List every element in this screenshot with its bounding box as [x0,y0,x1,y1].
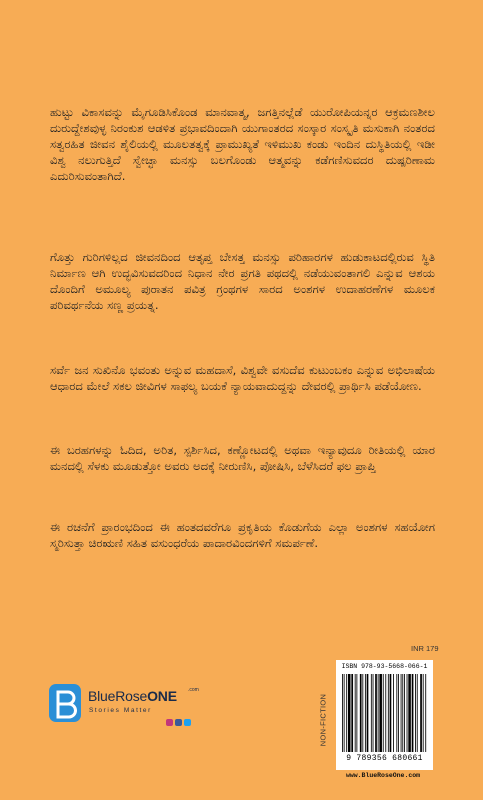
category-text: NON-FICTION [318,693,328,747]
barcode-bar [388,674,389,752]
publisher-tagline: Stories Matter [89,707,152,714]
facebook-icon [175,719,182,726]
publisher-website: www.BlueRoseOne.com [345,772,421,779]
bluerose-logo-icon [48,683,82,723]
barcode-bar [375,674,377,752]
barcode-panel [336,660,433,770]
barcode-bar [365,674,366,752]
barcode-bar [373,674,374,752]
barcode-bar [393,674,394,752]
blurb-paragraph-5: ಈ ರಚನೆಗೆ ಪ್ರಾರಂಭದಿಂದ ಈ ಹಂತದವರೆಗೂ ಪ್ರಕೃತಿಯ ಕೊಡುಗೆಯ ಎಲ್ಲಾ ಅಂಶಗಳ ಸಹಯೋಗ ಸ್ಮರಿಸುತ್ತಾ ಚಿರಋಣಿ ಸಹಿತ ವಸುಂಧರೆಯ ಪಾದಾರವಿಂದಗಳಿಗೆ ಸಮರ್ಪಣೆ. [50,519,435,550]
isbn-number: 9 789356 680661 [346,754,423,763]
social-icons [166,719,191,727]
barcode-bar [348,674,351,752]
barcode-bars [342,674,427,752]
barcode-bar [344,674,345,752]
barcode-bar [342,674,343,752]
barcode-bar [408,674,411,752]
barcode-bar [407,674,408,752]
barcode-bar [378,674,379,752]
barcode-bar [398,674,399,752]
barcode-bar [425,674,426,752]
barcode-bar [385,674,386,752]
barcode-bar [390,674,392,752]
barcode-bar [383,674,384,752]
barcode-bar [356,674,357,752]
barcode-bar [351,674,353,752]
twitter-icon [184,719,191,726]
blurb-paragraph-2: ಗೊತ್ತು ಗುರಿಗಳಿಲ್ಲದ ಜೀವನದಿಂದ ಆತೃಪ್ತ ಬೇಸತ್ತ ಮನಸ್ಸು ಪರಿಹಾರಗಳ ಹುಡುಕಾಟದಲ್ಲಿರುವ ಸ್ಥಿತಿ ನಿರ್ಮಾಣ ಆಗಿ ಉದ್ಭವಿಸುವದರಿಂದ ನಿಧಾನ ನೇರ ಪ್ರಗತಿ ಪಥದಲ್ಲಿ ನಡೆಯುವಂತಾಗಲಿ ಎನ್ನುವ ಆಶಯ ದೊಂದಿಗೆ ಅಮೂಲ್ಯ ಪುರಾತನ ಪವಿತ್ರ ಗ್ರಂಥಗಳ ಸಾರದ ಅಂಶಗಳ ಉದಾಹರಣೆಗಳ ಮೂಲಕ ಪರಿವರ್ಥನೆಯ ಸಣ್ಣ ಪ್ರಯತ್ನ. [50,249,435,313]
blurb-paragraph-3: ಸರ್ವೆ ಜನ ಸುಖಿನೊ ಭವಂತು ಅನ್ನುವ ಮಹದಾಸೆ, ವಿಶ್ವವೇ ವಸುದೆವ ಕುಟುಂಬಕಂ ಎನ್ನುವ ಅಭಿಲಾಷೆಯ ಆಧಾರದ ಮೇಲೆ ಸಕಲ ಜೀವಿಗಳ ಸಾಫಲ್ಯ ಬಯಕೆ ನ್ಯಾಯವಾದುದ್ದನ್ನು ದೇವರಲ್ಲಿ ಪ್ರಾರ್ಥಿಸಿ ಪಡೆಯೋಣ. [50,362,435,393]
price-label: INR 179 [411,644,439,653]
barcode-bar [346,674,347,752]
blurb-paragraph-4: ಈ ಬರಹಗಳನ್ನು ಓದಿದ, ಅರಿತ, ಸ್ಪರ್ಶಿಸಿದ, ಕಣ್ಣೋಟದಲ್ಲಿ ಅಥವಾ ಇನ್ಯಾವುದೂ ರೀತಿಯಲ್ಲಿ ಯಾರ ಮನದಲ್ಲಿ ಸೆಳಕು ಮೂಡುತ್ತೋ ಅವರು ಅದಕ್ಕೆ ನೀರುಣಿಸಿ, ಪೋಷಿಸಿ, ಬೆಳೆಸಿದರೆ ಫಲ ಪ್ರಾಪ್ತಿ [50,442,435,473]
barcode-bar [355,674,356,752]
barcode-bar [404,674,405,752]
barcode-bar [412,674,414,752]
barcode-bar [362,674,363,752]
barcode-bar [417,674,418,752]
barcode-bar [420,674,422,752]
blurb-paragraph-1: ಹುಟ್ಟು ವಿಕಾಸವನ್ನು ಮೈಗೂಡಿಸಿಕೊಂಡ ಮಾನವಾತ್ಮ, ಜಗತ್ತಿನಲ್ಲೆಡೆ ಯುರೋಪಿಯನ್ನರ ಆಕ್ರಮಣಶೀಲ ದುರುದ್ದೇಶವುಳ್ಳ ನಿರಂಕುಶ ಆಡಳಿತ ಪ್ರಭಾವದಿಂದಾಗಿ ಯುಗಾಂತರದ ಸಂಸ್ಕಾರ ಸಂಸ್ಕೃತಿ ಮಸುಕಾಗಿ ನಂತರದ ಸತ್ವರಹಿತ ಜೀವನ ಶೈಲಿಯಲ್ಲಿ ಮೂಲತತ್ವಕ್ಕೆ ಪ್ರಾಮುಖ್ಯತೆ ಇಳಿಮುಖ ಕಂಡು ಇಂದಿನ ದುಸ್ಥಿತಿಯಲ್ಲಿ ಇಡೀ ವಿಶ್ವ ನಲುಗುತ್ತಿದೆ ಸ್ವೇಚ್ಛಾ ಮನಸ್ಸು ಬಲಗೊಂಡು ಆತ್ಮವನ್ನು ಕಡೆಗಣಿಸುವದರ ದುಷ್ಪರಿಣಾಮ ಎದುರಿಸುವಂತಾಗಿದೆ. [50,104,435,184]
barcode-bar [379,674,382,752]
category-label [318,665,328,775]
barcode-bar [402,674,403,752]
barcode-bar [360,674,362,752]
barcode-bar [371,674,372,752]
barcode-bar [401,674,402,752]
publisher-name-part2: ONE [147,688,177,704]
barcode-bar [415,674,416,752]
publisher-domain-suffix: .com [188,687,199,693]
publisher-name [88,688,177,704]
isbn-label: ISBN 978-93-5668-066-1 [341,663,428,670]
publisher-name-part1: BlueRose [88,688,148,704]
barcode-bar [396,674,397,752]
barcode-bar [367,674,369,752]
barcode-bar [423,674,424,752]
instagram-icon [166,719,173,726]
publisher-logo [48,683,199,733]
